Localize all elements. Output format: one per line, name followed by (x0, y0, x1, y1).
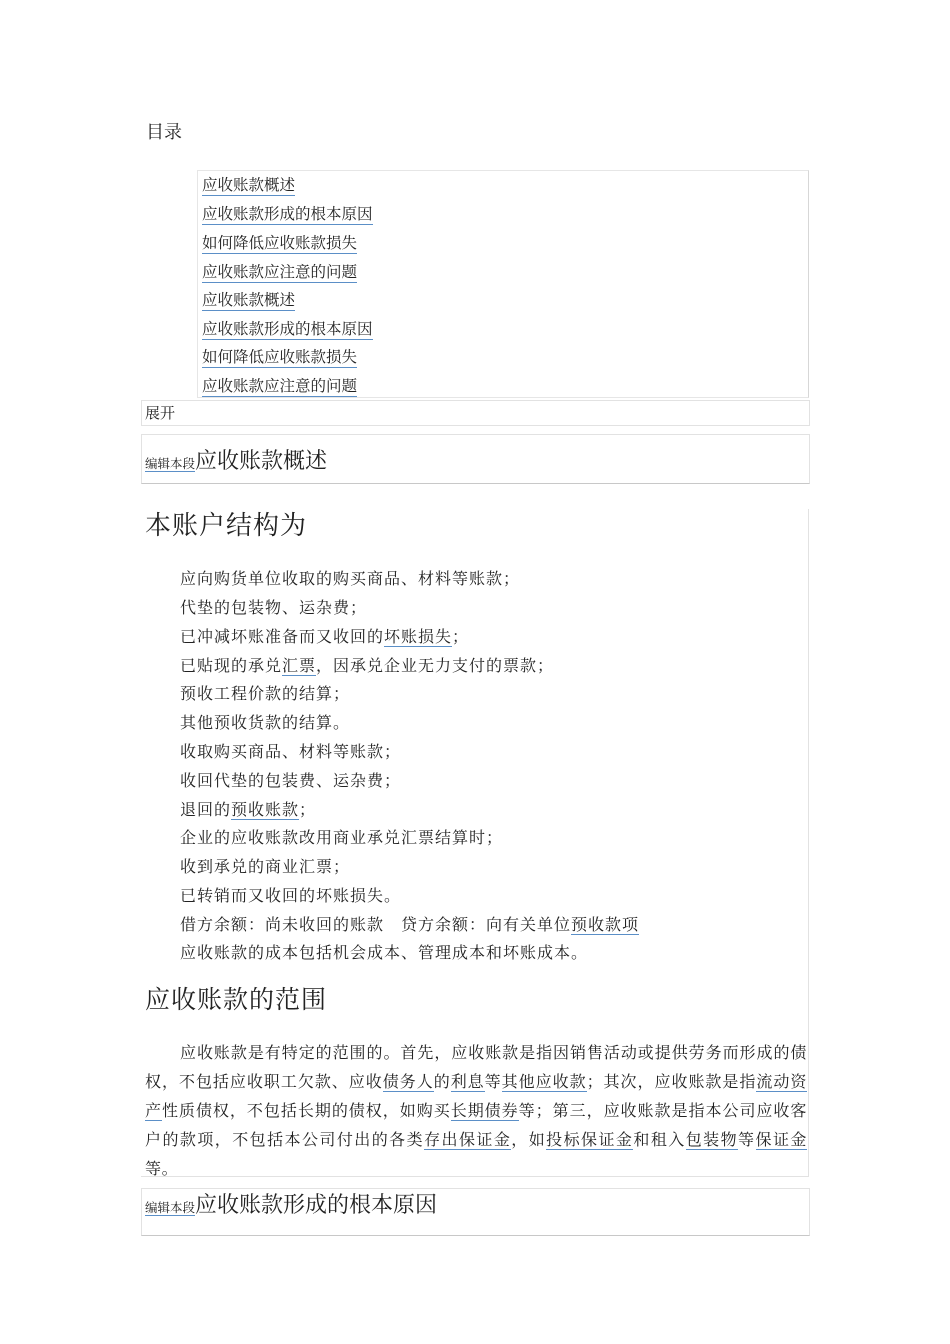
scope-heading: 应收账款的范围 (145, 985, 328, 1014)
draft-link[interactable]: 汇票 (282, 656, 317, 675)
toc-item[interactable]: 应收账款应注意的问题 (202, 377, 358, 395)
toc-item[interactable]: 如何降低应收账款损失 (202, 348, 358, 366)
bid-bond-link[interactable]: 投标保证金 (546, 1130, 634, 1149)
text-line: 借方余额：尚未收回的账款 贷方余额：向有关单位预收款项 (180, 915, 640, 934)
text-line: 已贴现的承兑汇票，因承兑企业无力支付的票款； (180, 656, 555, 675)
text-line: 代垫的包装物、运杂费； (180, 598, 368, 617)
section-title: 应收账款形成的根本原因 (195, 1193, 438, 1218)
advance-payments-link[interactable]: 预收款项 (571, 915, 640, 934)
packaging-link[interactable]: 包装物 (685, 1130, 739, 1149)
expand-toggle[interactable]: 展开 (145, 404, 176, 422)
account-structure-heading: 本账户结构为 (145, 511, 308, 541)
text-line: 其他预收货款的结算。 (180, 713, 351, 732)
section-title: 应收账款概述 (195, 449, 328, 474)
section-header-causes (141, 1188, 810, 1236)
text-line: 应向购货单位收取的购买商品、材料等账款； (180, 569, 521, 588)
expand-toggle-bar (141, 400, 810, 426)
current-assets-link[interactable]: 流动资产 (145, 1072, 807, 1120)
deposit-link[interactable]: 存出保证金 (424, 1130, 512, 1149)
security-deposit-link[interactable]: 保证金 (755, 1130, 807, 1149)
text-line: 应收账款的成本包括机会成本、管理成本和坏账成本。 (180, 943, 589, 962)
toc-item[interactable]: 应收账款应注意的问题 (202, 263, 358, 281)
toc-item[interactable]: 应收账款概述 (202, 291, 296, 309)
toc-list (197, 170, 809, 398)
toc-item[interactable]: 应收账款形成的根本原因 (202, 320, 373, 338)
other-receivables-link[interactable]: 其他应收款 (501, 1072, 587, 1091)
interest-link[interactable]: 利息 (450, 1072, 485, 1091)
long-term-bonds-link[interactable]: 长期债券 (450, 1101, 519, 1120)
text-line: 收到承兑的商业汇票； (180, 857, 351, 876)
toc-item[interactable]: 应收账款概述 (202, 176, 296, 194)
section-content (141, 509, 809, 1177)
debtor-link[interactable]: 债务人 (382, 1072, 434, 1091)
toc-title: 目录 (146, 122, 182, 143)
edit-section-link[interactable]: 编辑本段 (145, 456, 196, 471)
text-line: 企业的应收账款改用商业承兑汇票结算时； (180, 828, 504, 847)
bad-debt-link[interactable]: 坏账损失 (384, 627, 453, 646)
scope-paragraph: 应收账款是有特定的范围的。首先，应收账款是指因销售活动或提供劳务而形成的债权，不包括应收职工欠款、应收债务人的利息等其他应收款；其次，应收账款是指流动资产性质债权，不包括长期的债权，如购买长期债券等；第三，应收账款是指本公司应收客户的款项，不包括本公司付出的各类存出保证金，如投标保证金和租入包装物等保证金等。 (145, 1043, 807, 1178)
toc-item[interactable]: 应收账款形成的根本原因 (202, 205, 373, 223)
section-header-overview (141, 434, 810, 484)
toc-item[interactable]: 如何降低应收账款损失 (202, 234, 358, 252)
text-line: 退回的预收账款； (180, 800, 317, 819)
advance-receipts-link[interactable]: 预收账款 (231, 800, 300, 819)
text-line: 已转销而又收回的坏账损失。 (180, 886, 402, 905)
text-line: 收取购买商品、材料等账款； (180, 742, 402, 761)
text-line: 已冲减坏账准备而又收回的坏账损失； (180, 627, 470, 646)
edit-section-link[interactable]: 编辑本段 (145, 1200, 196, 1215)
text-line: 预收工程价款的结算； (180, 684, 351, 703)
text-line: 收回代垫的包装费、运杂费； (180, 771, 402, 790)
